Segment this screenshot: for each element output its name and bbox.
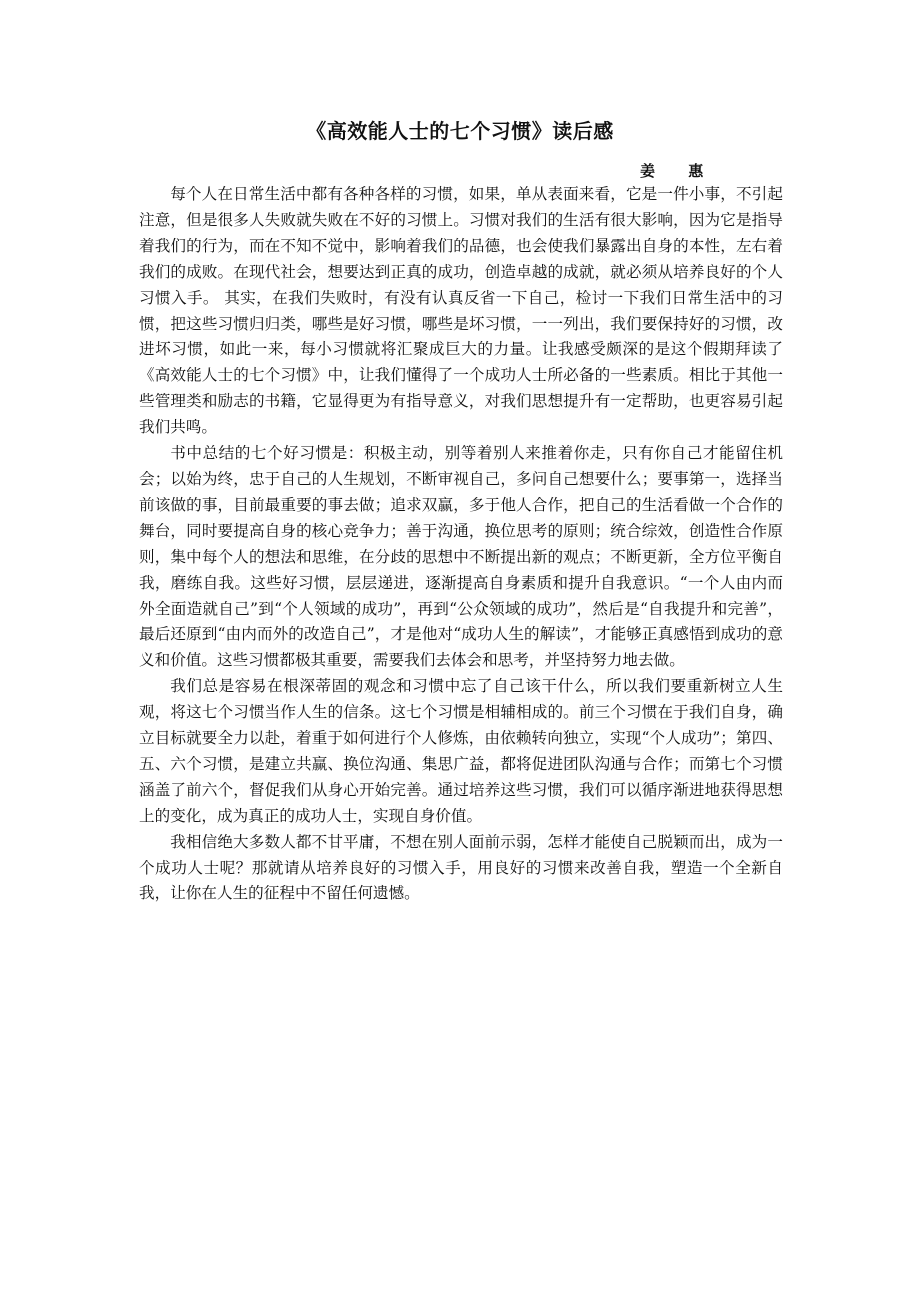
document-title: 《高效能人士的七个习惯》读后感 [306, 119, 614, 143]
essay-body [139, 182, 783, 907]
paragraph-3: 我们总是容易在根深蒂固的观念和习惯中忘了自己该干什么，所以我们要重新树立人生观，将这七个习惯当作人生的信条。这七个习惯是相辅相成的。前三个习惯在于我们自身，确立目标就要全力以赴，着重于如何进行个人修炼，由依赖转向独立，实现“个人成功”；第四、五、六个习惯，是建立共赢、换位沟通、集思广益，都将促进团队沟通与合作；而第七个习惯涵盖了前六个，督促我们从身心开始完善。通过培养这些习惯，我们可以循序渐进地获得思想上的变化，成为真正的成功人士，实现自身价值。 [139, 677, 783, 825]
paragraph-4: 我相信绝大多数人都不甘平庸，不想在别人面前示弱，怎样才能使自己脱颖而出，成为一个成功人士呢？那就请从培养良好的习惯入手，用良好的习惯来改善自我，塑造一个全新自我，让你在人生的征程中不留任何遗憾。 [139, 832, 783, 903]
paragraph-2: 书中总结的七个好习惯是：积极主动，别等着别人来推着你走，只有你自己才能留住机会；以始为终，忠于自己的人生规划，不断审视自己，多问自己想要什么；要事第一，选择当前该做的事，目前最重要的事去做；追求双赢，多于他人合作，把自己的生活看做一个合作的舞台，同时要提高自身的核心竞争力；善于沟通，换位思考的原则；统合综效，创造性合作原则，集中每个人的想法和思维，在分歧的思想中不断提出新的观点；不断更新，全方位平衡自我，磨练自我。这些好习惯，层层递进，逐渐提高自身素质和提升自我意识。“一个人由内而外全面造就自己”到“个人领域的成功”，再到“公众领域的成功”，然后是“自我提升和完善”，最后还原到“由内而外的改造自己”，才是他对“成功人生的解读”，才能够正真感悟到成功的意义和价值。这些习惯都极其重要，需要我们去体会和思考，并坚持努力地去做。 [139, 444, 783, 670]
paragraph-1: 每个人在日常生活中都有各种各样的习惯，如果，单从表面来看，它是一件小事，不引起注意，但是很多人失败就失败在不好的习惯上。习惯对我们的生活有很大影响，因为它是指导着我们的行为，而在不知不觉中，影响着我们的品德，也会使我们暴露出自身的本性，左右着我们的成败。在现代社会，想要达到正真的成功，创造卓越的成就，就必须从培养良好的个人习惯入手。 其实，在我们失败时，有没有认真反省一下自己，检讨一下我们日常生活中的习惯，把这些习惯归归类，哪些是好习惯，哪些是坏习惯，一一列出，我们要保持好的习惯，改进坏习惯，如此一来，每小习惯就将汇聚成巨大的力量。让我感受颇深的是这个假期拜读了《高效能人士的七个习惯》中，让我们懂得了一个成功人士所必备的一些素质。相比于其他一些管理类和励志的书籍，它显得更为有指导意义，对我们思想提升有一定帮助，也更容易引起我们共鸣。 [139, 185, 783, 437]
author-name: 姜 惠 [640, 162, 718, 180]
